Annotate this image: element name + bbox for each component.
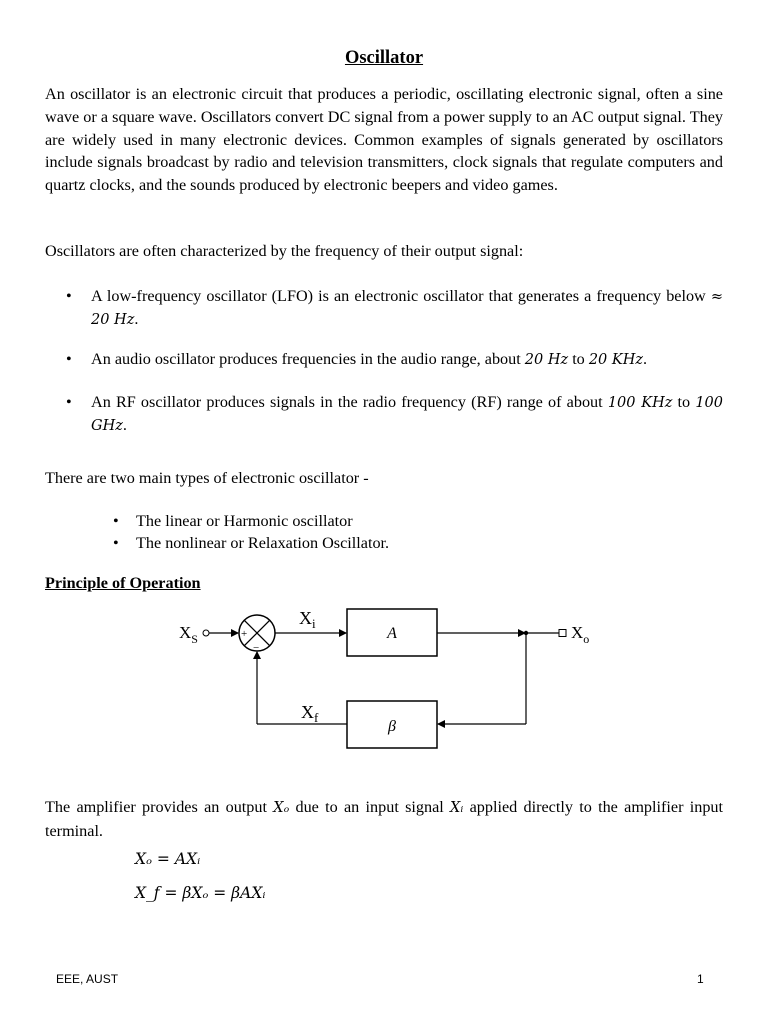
bullet-text: An RF oscillator produces signals in the radio frequency (RF) range of about <box>91 393 608 411</box>
summing-junction <box>239 615 275 654</box>
beta-label: β <box>388 718 396 735</box>
amplifier-paragraph: The amplifier provides an output Xₒ due to an input signal Xᵢ applied directly to the amplifier input terminal. <box>45 798 724 840</box>
feedback-block-diagram <box>0 600 768 760</box>
bullet-mid: to <box>672 393 696 411</box>
minus-sign: − <box>253 642 260 654</box>
frequency-intro: Oscillators are often characterized by the frequency of their output signal: <box>45 242 524 260</box>
amplifier-label: A <box>387 625 397 642</box>
list-item <box>66 392 723 437</box>
bullet-math: 100 GHz <box>91 395 723 434</box>
bullet-icon: • <box>113 534 119 552</box>
output-label: $X_o$ <box>571 623 590 646</box>
section-heading: Principle of Operation <box>45 574 201 592</box>
equation-feedback: X_f = βXₒ = βAXᵢ <box>135 884 266 902</box>
type-text: The linear or Harmonic oscillator <box>136 512 353 530</box>
bullet-math: 20 Hz <box>524 352 569 368</box>
equation-output: Xₒ = AXᵢ <box>135 850 201 868</box>
output-symbol: Xₒ <box>273 800 290 816</box>
bullet-text: A low-frequency oscillator (LFO) is an electronic oscillator that generates a frequency below <box>91 287 711 305</box>
list-item <box>113 532 389 554</box>
footer-institution: EEE, AUST <box>56 972 119 986</box>
input-signal-label: $X_i$ <box>299 608 316 631</box>
list-item <box>66 349 723 372</box>
bullet-end: . <box>122 415 127 434</box>
feedback-signal-label: $X_f$ <box>301 702 319 725</box>
bullet-mid: to <box>568 350 589 368</box>
output-terminal <box>559 630 566 637</box>
list-item <box>66 286 723 331</box>
list-item <box>113 510 353 532</box>
page-number: 1 <box>697 972 704 986</box>
bullet-icon: • <box>66 287 72 305</box>
bullet-end: . <box>134 309 139 328</box>
bullet-text: An audio oscillator produces frequencies in the audio range, about <box>91 350 525 368</box>
source-terminal <box>203 630 209 636</box>
source-label: $X_S$ <box>179 623 198 646</box>
type-text: The nonlinear or Relaxation Oscillator. <box>136 534 390 552</box>
bullet-math: 100 KHz <box>607 395 673 411</box>
plus-sign: + <box>241 628 248 640</box>
page-title: Oscillator <box>344 48 424 68</box>
types-intro: There are two main types of electronic oscillator - <box>45 469 369 487</box>
intro-paragraph: An oscillator is an electronic circuit that produces a periodic, oscillating electronic signal, often a sine wave or a square wave. Oscillators convert DC signal from a power supply to an AC output signal. They are widely used in many electronic devices. Common examples of signals generated by oscillators include signals broadcast by radio and television transmitters, clock signals that regulate computers and quartz clocks, and the sounds produced by electronic beepers and video games. <box>45 85 723 195</box>
bullet-end: . <box>643 350 648 368</box>
bullet-icon: • <box>66 350 72 368</box>
bullet-icon: • <box>113 512 119 530</box>
bullet-math: 20 KHz <box>588 352 644 368</box>
bullet-math: ≈ 20 Hz <box>91 289 723 328</box>
bullet-icon: • <box>66 393 72 411</box>
input-symbol: Xᵢ <box>450 800 464 816</box>
